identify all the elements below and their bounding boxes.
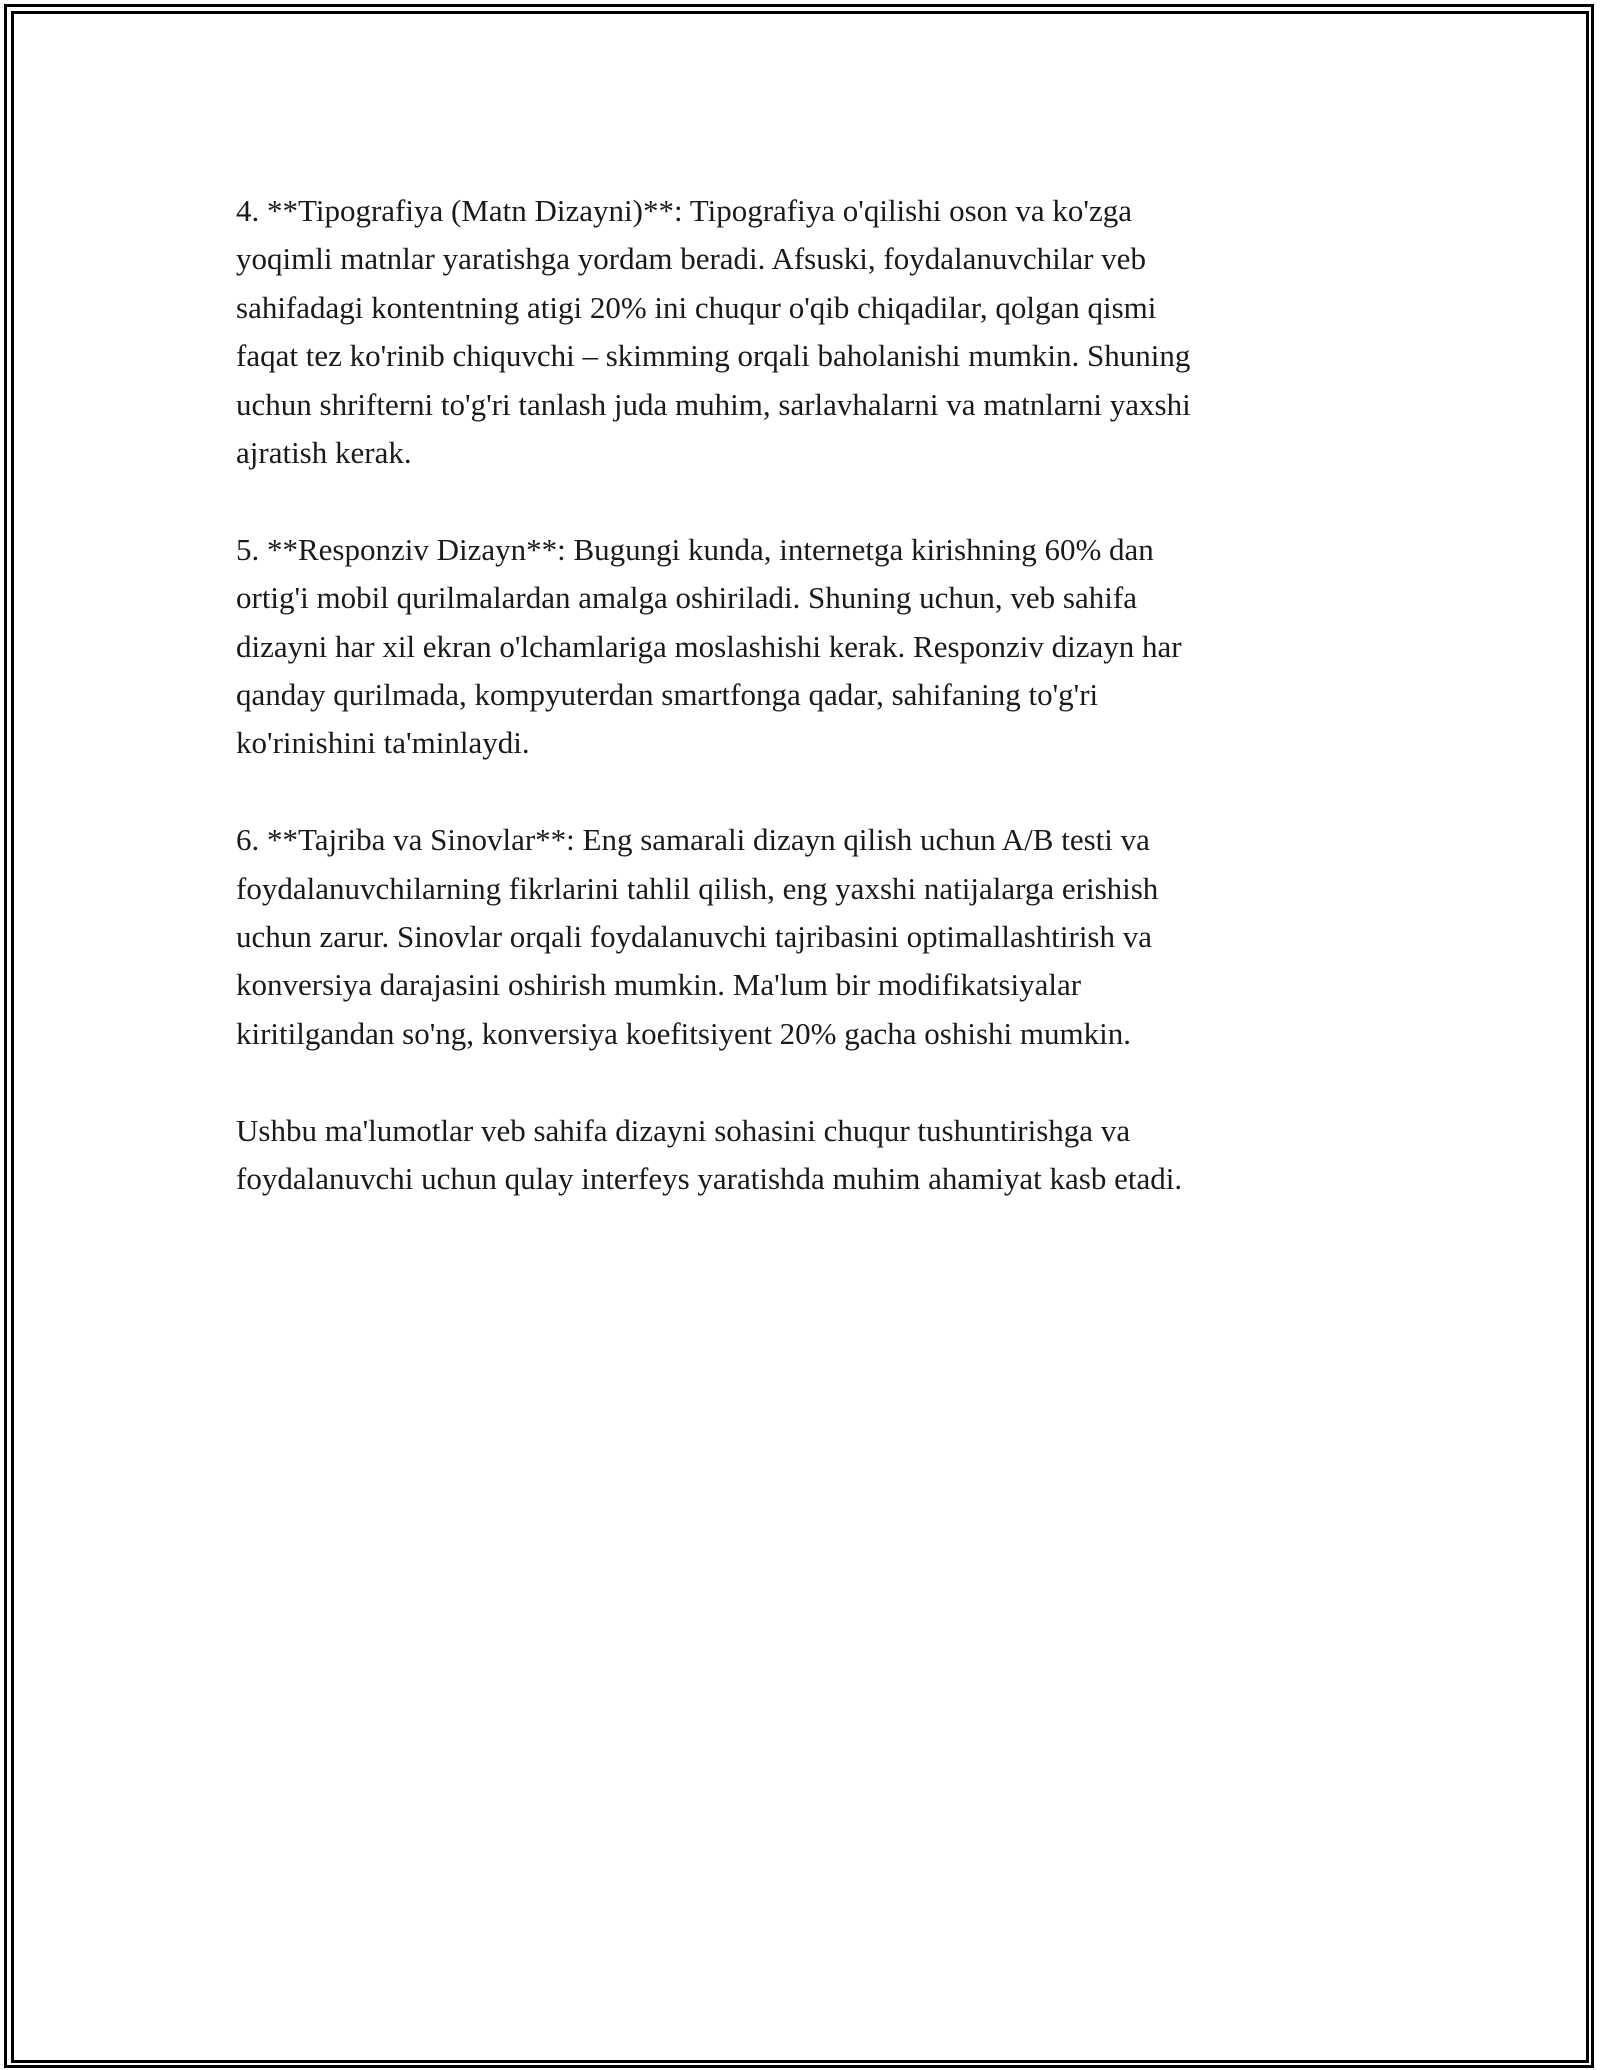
paragraph-responsive-design [236,526,1376,768]
text-line: qanday qurilmada, kompyuterdan smartfonga qadar, sahifaning to'g'ri [236,677,1099,713]
text-line: ajratish kerak. [236,435,412,471]
text-line: 4. **Tipografiya (Matn Dizayni)**: Tipografiya o'qilishi oson va ko'zga [236,193,1133,228]
text-line: Ushbu ma'lumotlar veb sahifa dizayni sohasini chuqur tushuntirishga va [236,1112,1131,1148]
text-line: 5. **Responziv Dizayn**: Bugungi kunda, internetga kirishning 60% dan [236,531,1154,567]
text-line: kiritilgandan so'ng, konversiya koefitsiyent 20% gacha oshishi mumkin. [236,1015,1131,1051]
text-line: konversiya darajasini oshirish mumkin. Ma'lum bir modifikatsiyalar [236,967,1082,1003]
text-line: dizayni har xil ekran o'lchamlariga moslashishi kerak. Responziv dizayn har [236,628,1182,664]
text-line: ortig'i mobil qurilmalardan amalga oshiriladi. Shuning uchun, veb sahifa [236,580,1137,616]
text-line: sahifadagi kontentning atigi 20% ini chuqur o'qib chiqadilar, qolgan qismi [236,289,1157,325]
text-line: foydalanuvchilarning fikrlarini tahlil qilish, eng yaxshi natijalarga erishish [236,870,1159,906]
paragraph-conclusion [236,1107,1376,1204]
text-line: uchun zarur. Sinovlar orqali foydalanuvchi tajribasini optimallashtirish va [236,919,1152,955]
text-line: ko'rinishini ta'minlaydi. [236,725,530,761]
text-line: foydalanuvchi uchun qulay interfeys yaratishda muhim ahamiyat kasb etadi. [236,1161,1183,1197]
text-line: yoqimli matnlar yaratishga yordam beradi. Afsuski, foydalanuvchilar veb [236,241,1146,277]
text-line: faqat tez ko'rinib chiquvchi – skimming orqali baholanishi mumkin. Shuning [236,338,1191,374]
paragraph-testing [236,816,1376,1058]
text-line: 6. **Tajriba va Sinovlar**: Eng samarali dizayn qilish uchun A/B testi va [236,822,1150,858]
paragraph-typography [236,187,1376,477]
document-body [236,187,1376,1252]
text-line: uchun shrifterni to'g'ri tanlash juda muhim, sarlavhalarni va matnlarni yaxshi [236,386,1191,422]
